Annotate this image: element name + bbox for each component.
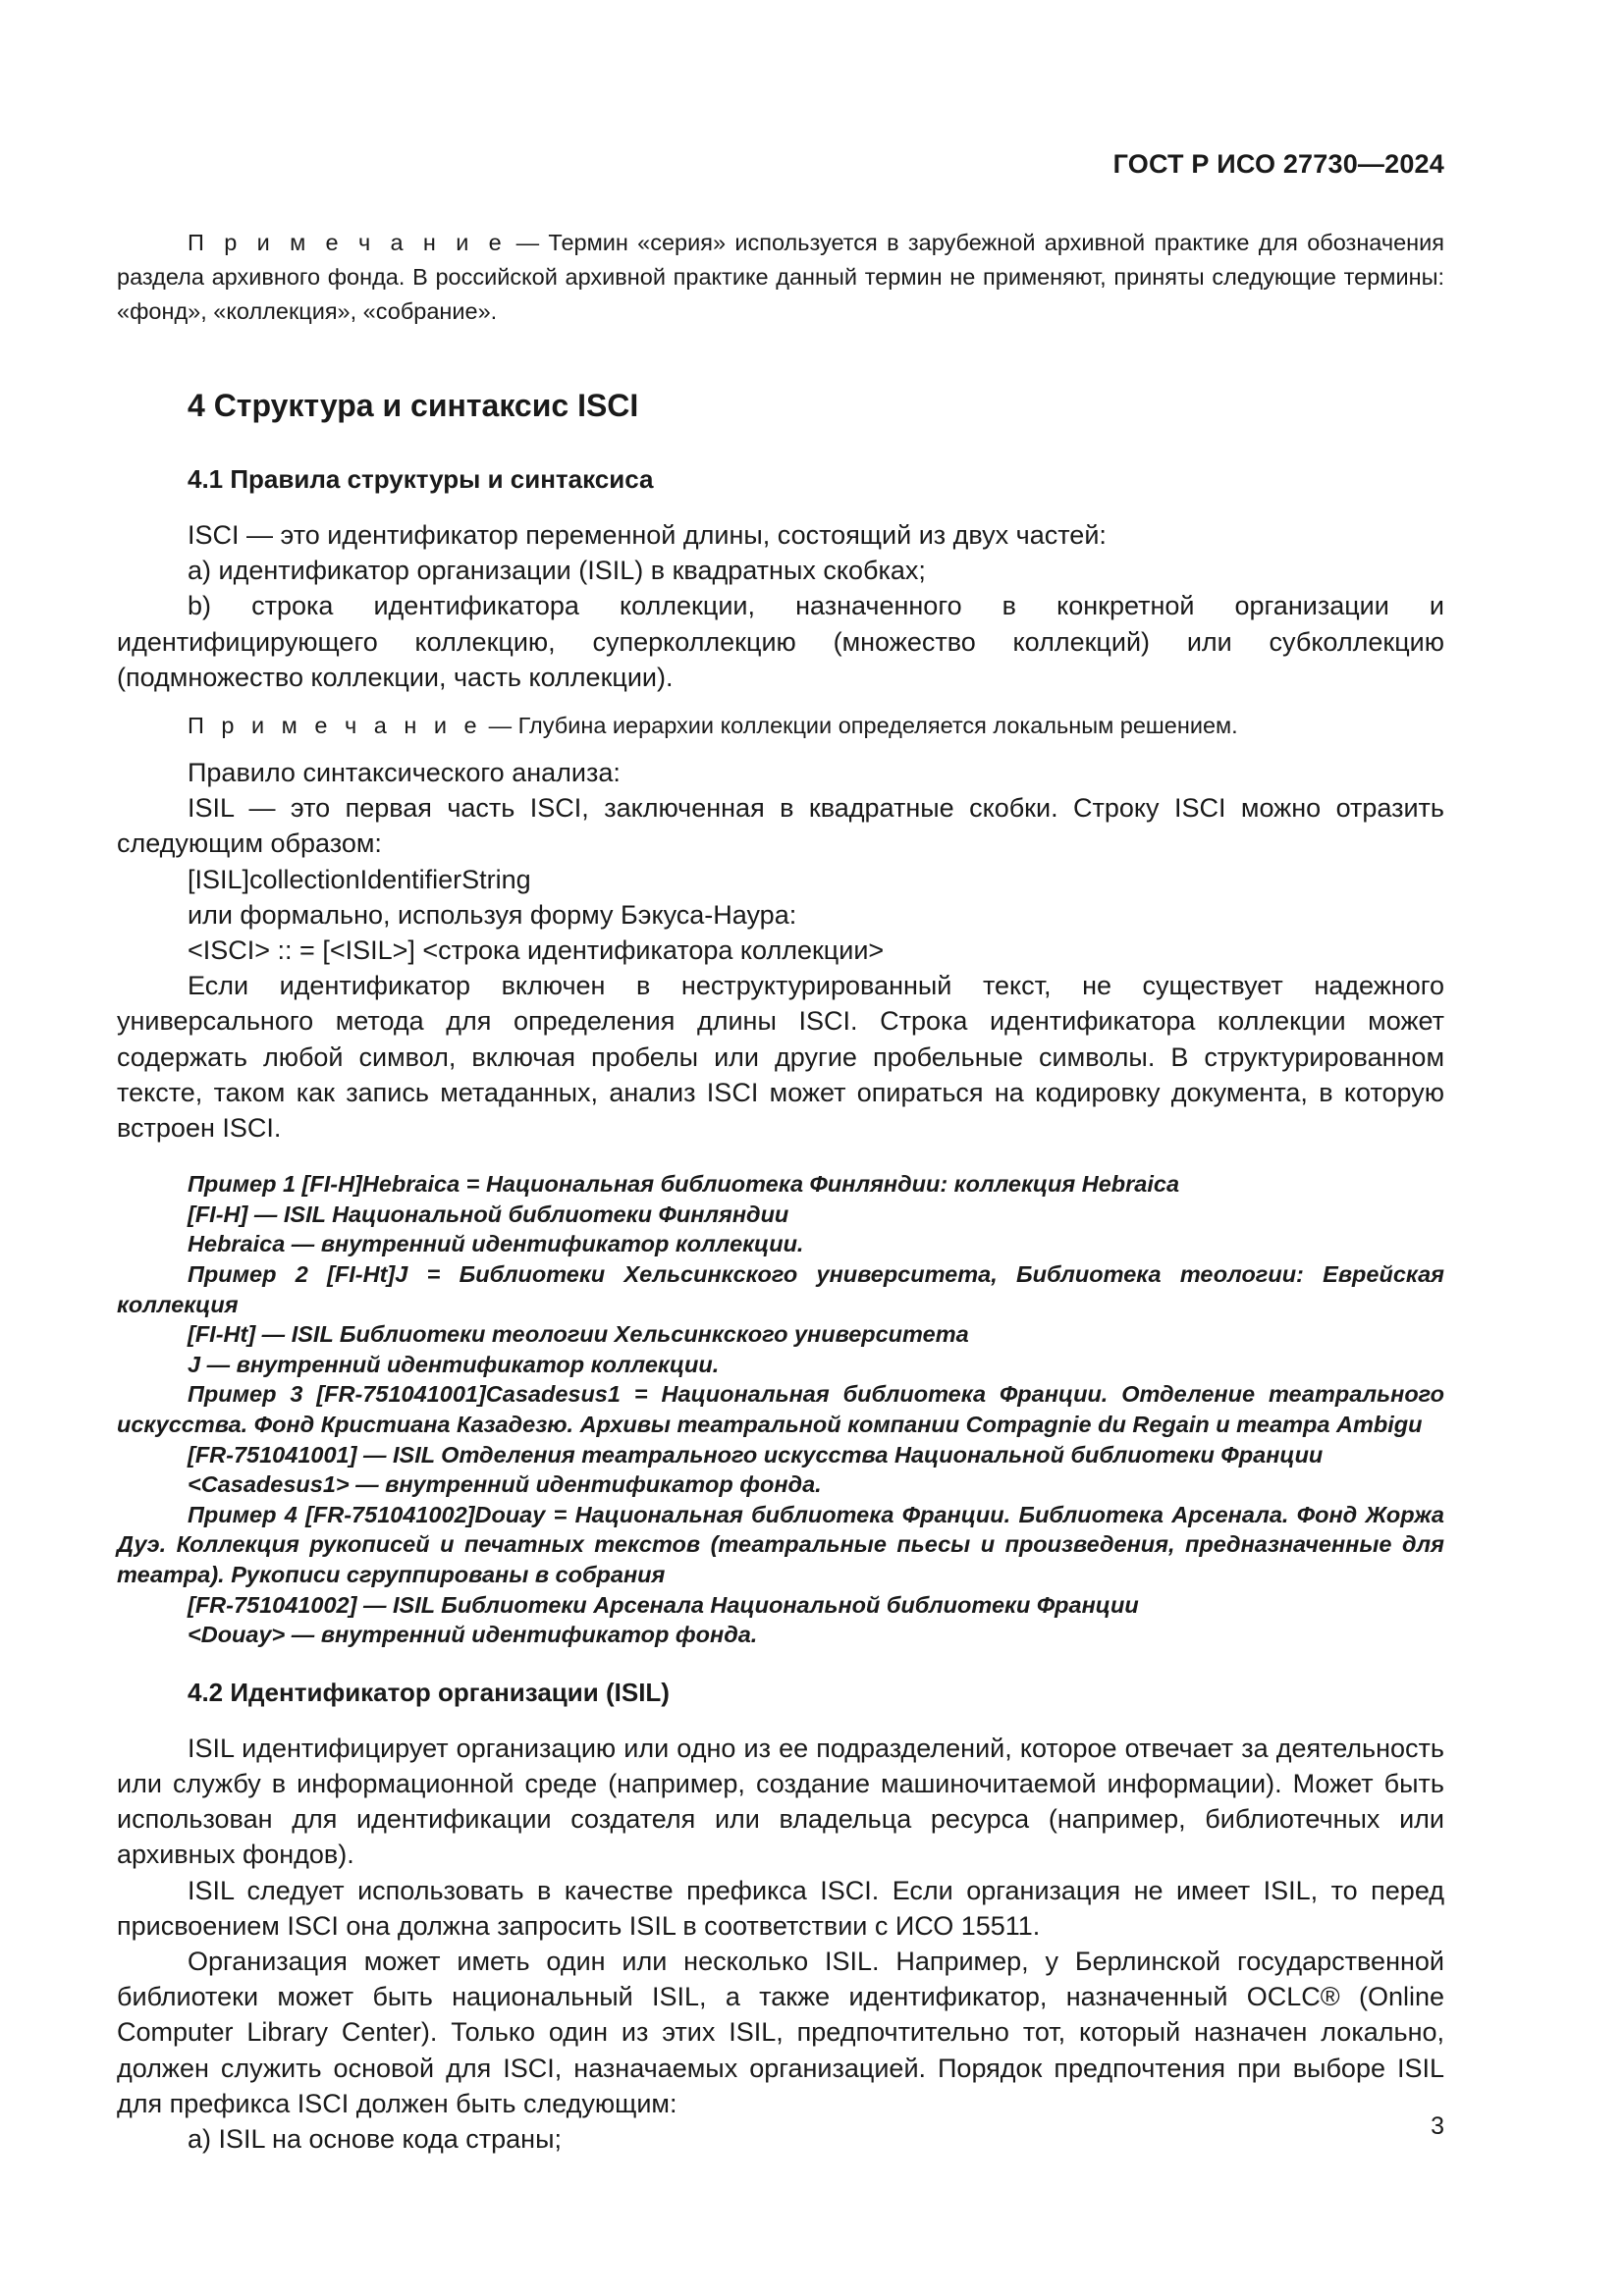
paragraph: ISIL следует использовать в качестве префикса ISCI. Если организация не имеет ISIL, то перед присвоением ISCI она должна запросить ISIL в соответствии с ИСО 15511.: [117, 1875, 1444, 1941]
list-item: a) идентификатор организации (ISIL) в квадратных скобках;: [188, 556, 926, 586]
example-line: [FR-751041001] — ISIL Отделения театрального искусства Национальной библиотеки Франции: [188, 1441, 1324, 1468]
note-label: П р и м е ч а н и е: [188, 230, 508, 255]
paragraph: или формально, используя форму Бэкуса-Наура:: [188, 899, 797, 930]
paragraph: ISCI — это идентификатор переменной длины, состоящий из двух частей:: [188, 520, 1107, 550]
paragraph: Организация может иметь один или несколько ISIL. Например, у Берлинской государственной библиотеки может быть национальный ISIL, а также идентификатор, назначенный OCLC® (Online Computer Library Center). Только один из этих ISIL, предпочтительно тот, который назначен локально, должен служить основой для ISCI, назначаемых организацией. Порядок предпочтения при выборе ISIL для префикса ISCI должен быть следующим:: [117, 1946, 1444, 2118]
paragraph: ISIL — это первая часть ISCI, заключенная в квадратные скобки. Строку ISCI можно отразить следующим образом:: [117, 793, 1444, 859]
list-item: a) ISIL на основе кода страны;: [188, 2123, 562, 2154]
paragraph: Правило синтаксического анализа:: [188, 758, 621, 788]
example-line: [FI-Ht] — ISIL Библиотеки теологии Хельсинкского университета: [188, 1321, 969, 1348]
list-item: b) строка идентификатора коллекции, назначенного в конкретной организации и идентифицирующего коллекцию, суперколлекцию (множество коллекций) или субколлекцию (подмножество коллекции, часть коллекции).: [117, 591, 1444, 692]
page-number: 3: [1431, 2112, 1444, 2140]
example-line: [FR-751041002] — ISIL Библиотеки Арсенала Национальной библиотеки Франции: [188, 1591, 1139, 1618]
example-line: <Casadesus1> — внутренний идентификатор фонда.: [188, 1471, 822, 1498]
example-line: Hebraica — внутренний идентификатор коллекции.: [188, 1231, 804, 1257]
note-text: — Глубина иерархии коллекции определяется локальным решением.: [482, 713, 1238, 739]
note-text: — Термин «серия» используется в зарубежной архивной практике для обозначения раздела архивного фонда. В российской архивной практике данный термин не применяют, приняты следующие термины: «фонд», «коллекция», «собрание».: [117, 230, 1445, 324]
section-4-heading: 4 Структура и синтаксис ISCI: [188, 388, 639, 423]
document-header: ГОСТ Р ИСО 27730—2024: [1112, 149, 1444, 179]
example-line: [FI-H] — ISIL Национальной библиотеки Финляндии: [188, 1201, 789, 1227]
code-line: <ISCI> :: = [<ISIL>] <строка идентификатора коллекции>: [188, 935, 885, 966]
paragraph: ISIL идентифицирует организацию или одно из ее подразделений, которое отвечает за деятельность или службу в информационной среде (например, создание машиночитаемой информации). Может быть использован для идентификации создателя или владельца ресурса (например, библиотечных или архивных фондов).: [117, 1733, 1444, 1870]
document-body: [117, 226, 1444, 2157]
example-line: <Douay> — внутренний идентификатор фонда.: [188, 1622, 758, 1648]
section-4-2-heading: 4.2 Идентификатор организации (ISIL): [188, 1677, 670, 1707]
example-line: Пример 4 [FR-751041002]Douay = Национальная библиотека Франции. Библиотека Арсенала. Фонд Жоржа Дуэ. Коллекция рукописей и печатных текстов (театральные пьесы и произведения, предназначенные для театра). Рукописи сгруппированы в собрания: [117, 1501, 1444, 1587]
example-line: Пример 3 [FR-751041001]Casadesus1 = Национальная библиотека Франции. Отделение театрального искусства. Фонд Кристиана Казадезю. Архивы театральной компании Compagnie du Regain и театра Ambigu: [117, 1381, 1444, 1437]
example-line: Пример 2 [FI-Ht]J = Библиотеки Хельсинкского университета, Библиотека теологии: Еврейская коллекция: [117, 1261, 1444, 1317]
note-paragraph: [117, 226, 1444, 329]
examples-block: [117, 1169, 1444, 1650]
section-4-1-heading: 4.1 Правила структуры и синтаксиса: [188, 464, 654, 494]
note-label: П р и м е ч а н и е: [188, 713, 483, 739]
note-paragraph: [117, 709, 1444, 743]
example-line: J — внутренний идентификатор коллекции.: [188, 1351, 720, 1377]
example-line: Пример 1 [FI-H]Hebraica = Национальная библиотека Финляндии: коллекция Hebraica: [188, 1171, 1180, 1198]
paragraph: Если идентификатор включен в неструктурированный текст, не существует надежного универсального метода для определения длины ISCI. Строка идентификатора коллекции может содержать любой символ, включая пробелы или другие пробельные символы. В структурированном тексте, таком как запись метаданных, анализ ISCI может опираться на кодировку документа, в которую встроен ISCI.: [117, 971, 1444, 1144]
code-line: [ISIL]collectionIdentifierString: [188, 864, 531, 894]
